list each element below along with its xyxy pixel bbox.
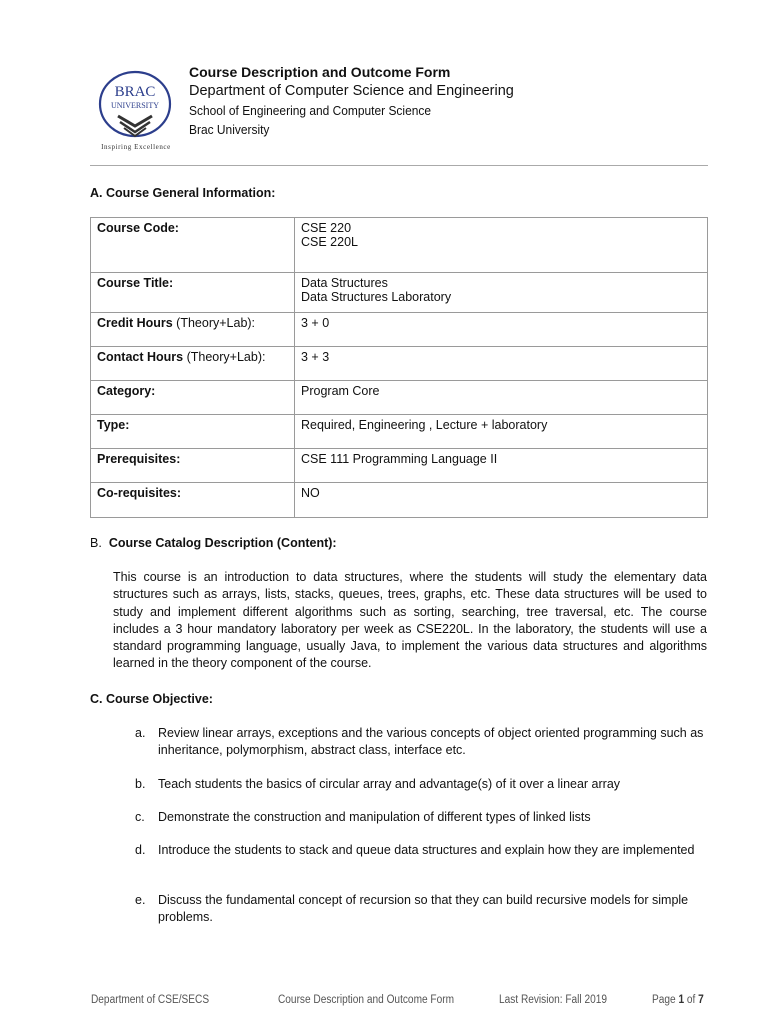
document-header (189, 64, 514, 141)
table-row (91, 347, 708, 381)
row-key: Contact Hours (Theory+Lab): (91, 347, 295, 381)
section-b-heading: B. Course Catalog Description (Content): (90, 536, 337, 550)
table-row (91, 218, 708, 273)
catalog-description: This course is an introduction to data structures, where the students will study the elementary data structures such as arrays, lists, stacks, queues, trees, graphs, etc. These data structures will be used to study and implement different algorithms such as sorting, searching, tree traversal, etc. The course includes a 3 hour mandatory laboratory per week as CSE220L. In the laboratory, the students will use a standard programming language, usually Java, to implement the various data structures and algorithms learned in the theory component of the course. (113, 570, 707, 671)
row-value: Required, Engineering , Lecture + laboratory (295, 415, 708, 449)
row-key: Type: (91, 415, 295, 449)
table-row (91, 381, 708, 415)
objective-item: a. Review linear arrays, exceptions and the various concepts of object oriented programming such as inheritance, polymorphism, abstract class, interface etc. (135, 726, 704, 758)
form-title: Course Description and Outcome Form (189, 64, 451, 80)
row-key: Category: (91, 381, 295, 415)
footer-revision: Last Revision: Fall 2019 (499, 994, 608, 1006)
footer-department: Department of CSE/SECS (91, 994, 210, 1006)
logo-tagline: Inspiring Excellence (101, 143, 171, 151)
department-name: Department of Computer Science and Engineering (189, 83, 514, 99)
course-info-table (90, 217, 708, 518)
school-name: School of Engineering and Computer Science (189, 103, 432, 118)
objective-item: e. Discuss the fundamental concept of recursion so that they can build recursive models for simple problems. (135, 893, 689, 925)
row-value: Data Structures Data Structures Laboratory (295, 273, 708, 313)
row-key: Prerequisites: (91, 449, 295, 483)
table-row (91, 415, 708, 449)
row-value: CSE 111 Programming Language II (295, 449, 708, 483)
table-row (91, 449, 708, 483)
footer-page-number: Page 1 of 7 (652, 994, 704, 1006)
row-value: Program Core (295, 381, 708, 415)
objective-item: c. Demonstrate the construction and manipulation of different types of linked lists (135, 810, 591, 824)
row-key: Course Title: (91, 273, 295, 313)
objective-item: d. Introduce the students to stack and queue data structures and explain how they are implemented (135, 843, 695, 857)
table-row (91, 313, 708, 347)
row-value: CSE 220 CSE 220L (295, 218, 708, 273)
university-name: Brac University (189, 122, 270, 137)
row-value: 3 + 0 (295, 313, 708, 347)
svg-text:UNIVERSITY: UNIVERSITY (111, 101, 159, 110)
table-row (91, 273, 708, 313)
svg-text:BRAC: BRAC (114, 84, 156, 100)
footer-form-name: Course Description and Outcome Form (278, 994, 455, 1006)
header-divider (90, 165, 708, 166)
row-key: Course Code: (91, 218, 295, 273)
section-c-heading: C. Course Objective: (90, 692, 213, 706)
objective-item: b. Teach students the basics of circular array and advantage(s) of it over a linear array (135, 777, 621, 791)
section-a-heading: A. Course General Information: (90, 186, 276, 200)
table-row (91, 483, 708, 518)
row-value: 3 + 3 (295, 347, 708, 381)
row-value: NO (295, 483, 708, 518)
row-key: Co-requisites: (91, 483, 295, 518)
row-key: Credit Hours (Theory+Lab): (91, 313, 295, 347)
